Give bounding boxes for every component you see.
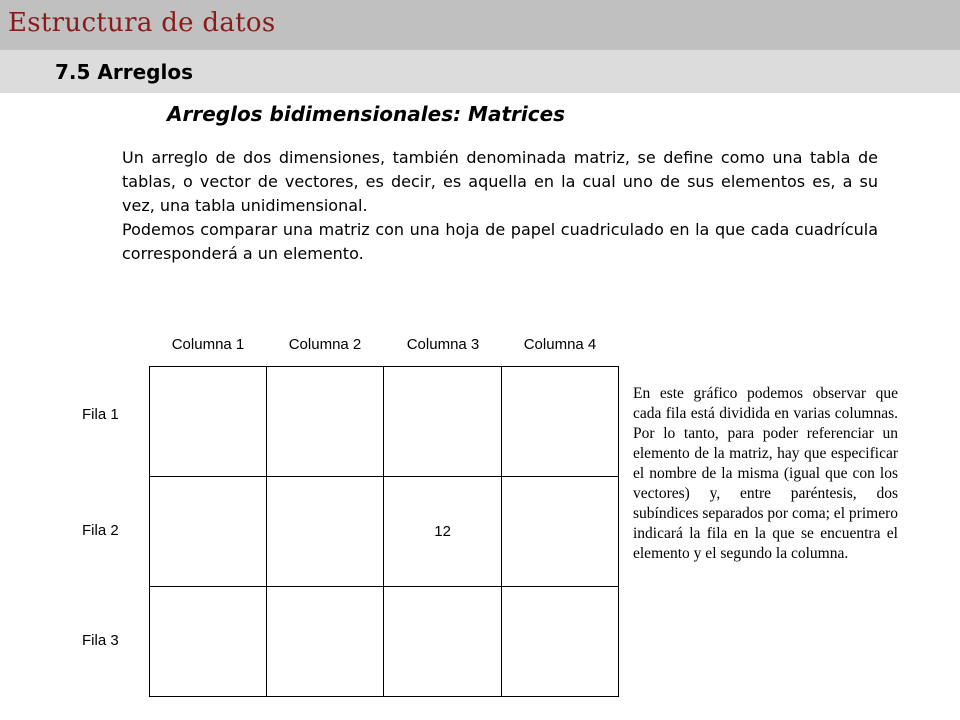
section-heading: Arreglos bidimensionales: Matrices: [167, 102, 566, 126]
section-subtitle: 7.5 Arreglos: [55, 60, 193, 84]
explanation-text: En este gráfico podemos observar que cada fila está dividida en varias columnas. Por lo tanto, para poder referenciar un elemento de la matriz, hay que especificar el nombre de la misma (igual que con los vectores) y, entre paréntesis, dos subíndices separados por coma; el primero indicará la fila en la que se encuentra el elemento y el segundo la columna.: [633, 385, 898, 562]
matrix-cell: [384, 367, 501, 477]
matrix-grid: [149, 366, 619, 697]
row-label-2: Fila 2: [82, 522, 119, 539]
column-label-2: Columna 2: [288, 336, 362, 353]
matrix-row: [150, 367, 619, 477]
matrix-cell: [150, 367, 267, 477]
matrix-cell: [150, 587, 267, 697]
intro-text: [122, 146, 878, 266]
column-label-1: Columna 1: [171, 336, 245, 353]
intro-paragraph-2: Podemos comparar una matriz con una hoja de papel cuadriculado en la que cada cuadrícula corresponderá a un elemento.: [122, 220, 878, 263]
matrix-cell: [150, 477, 267, 587]
matrix-row: [150, 477, 619, 587]
matrix-cell: [267, 477, 384, 587]
column-label-3: Columna 3: [406, 336, 480, 353]
matrix-cell: [384, 587, 501, 697]
matrix-row: [150, 587, 619, 697]
matrix-cell: [501, 367, 618, 477]
column-label-4: Columna 4: [523, 336, 597, 353]
slide-title: Estructura de datos: [8, 8, 276, 38]
row-label-1: Fila 1: [82, 406, 119, 423]
intro-paragraph-1: Un arreglo de dos dimensiones, también denominada matriz, se define como una tabla de tablas, o vector de vectores, es decir, es aquella en la cual uno de sus elementos es, a su vez, una tabla unidimensional.: [122, 148, 878, 215]
matrix-cell: [501, 477, 618, 587]
matrix-cell: 12: [384, 477, 501, 587]
row-label-3: Fila 3: [82, 632, 119, 649]
matrix-cell: [501, 587, 618, 697]
matrix-cell: [267, 367, 384, 477]
matrix-cell: [267, 587, 384, 697]
title-bar: [0, 0, 960, 50]
subtitle-bar: [0, 50, 960, 93]
